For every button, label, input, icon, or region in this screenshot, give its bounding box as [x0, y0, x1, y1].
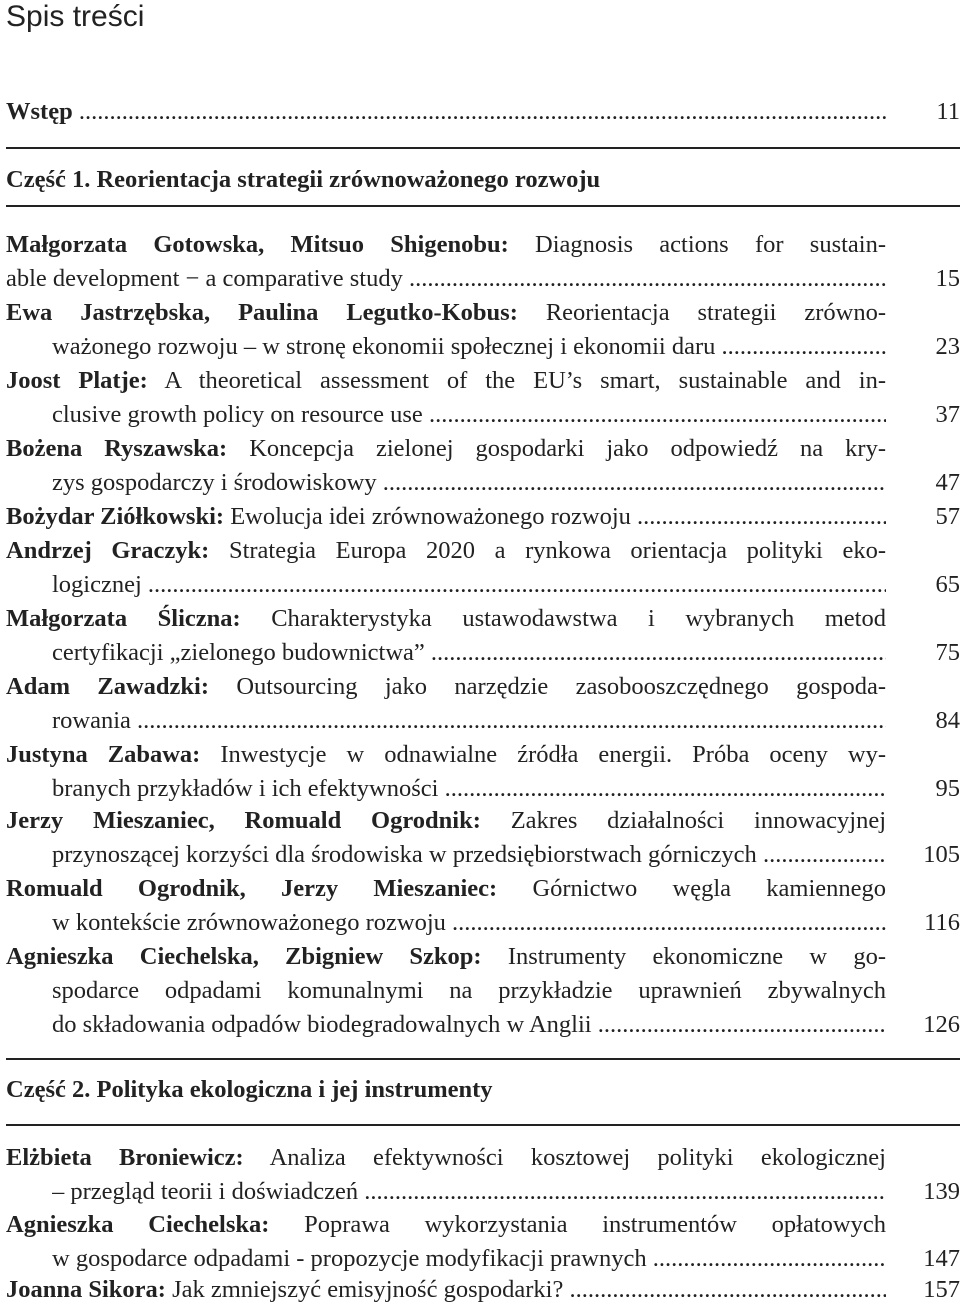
entry-author: Małgorzata Śliczna: — [6, 605, 241, 632]
entry-title: Analiza efektywności kosztowej polityki ekologicznej — [269, 1144, 886, 1171]
entry-title-cont: w kontekście zrównoważonego rozwoju — [52, 909, 446, 936]
page-number: 95 — [935, 775, 960, 802]
page-number: 57 — [935, 503, 960, 530]
entry-title-cont: – przegląd teorii i doświadczeń — [52, 1178, 359, 1205]
part-2-title: Część 2. Polityka ekologiczna i jej instrumenty — [6, 1076, 493, 1103]
toc-entry[interactable] — [6, 670, 960, 738]
page-number: 47 — [935, 469, 960, 496]
page-number: 84 — [935, 707, 960, 734]
toc-entry[interactable] — [6, 1141, 960, 1209]
page-number: 105 — [923, 841, 960, 868]
toc-entry-intro[interactable] — [6, 95, 960, 129]
page-number: 126 — [923, 1011, 960, 1038]
entry-author: Agnieszka Ciechelska, Zbigniew Szkop: — [6, 943, 482, 970]
page-number: 65 — [935, 571, 960, 598]
toc-entry[interactable] — [6, 534, 960, 602]
divider — [6, 205, 960, 207]
entry-title-cont: zys gospodarczy i środowiskowy — [52, 469, 377, 496]
entry-author: Joanna Sikora: — [6, 1276, 166, 1303]
entry-title-cont: rowania — [52, 707, 131, 734]
entry-title-cont: w gospodarce odpadami - propozycje modyfikacji prawnych — [52, 1245, 647, 1272]
entry-author: Bożydar Ziółkowski: — [6, 503, 225, 530]
toc-entry[interactable] — [6, 432, 960, 500]
toc-entry[interactable] — [6, 940, 960, 1042]
entry-title-cont: ważonego rozwoju – w stronę ekonomii społecznej i ekonomii daru — [52, 333, 716, 360]
entry-title: Reorientacja strategii zrówno- — [545, 299, 886, 326]
entry-title: Outsourcing jako narzędzie zasobooszczędnego gospoda- — [236, 673, 886, 700]
entry-title: Górnictwo węgla kamiennego — [532, 875, 886, 902]
entry-title: Ewolucja idei zrównoważonego rozwoju — [230, 503, 631, 530]
entry-author: Elżbieta Broniewicz: — [6, 1144, 244, 1171]
entry-title-cont: able development − a comparative study — [6, 265, 403, 292]
toc-entry[interactable] — [6, 872, 960, 940]
page-number: 23 — [935, 333, 960, 360]
entry-author: Romuald Ogrodnik, Jerzy Mieszaniec: — [6, 875, 498, 902]
intro-label: Wstęp — [6, 98, 73, 125]
entry-title: Instrumenty ekonomiczne w go- — [507, 943, 886, 970]
entry-author: Ewa Jastrzębska, Paulina Legutko-Kobus: — [6, 299, 518, 326]
entry-author: Joost Platje: — [6, 367, 148, 394]
toc-entry[interactable] — [6, 738, 960, 806]
page-number: 147 — [923, 1245, 960, 1272]
entry-title-cont: logicznej — [52, 571, 142, 598]
entry-title: Charakterystyka ustawodawstwa i wybranych metod — [271, 605, 886, 632]
entry-title-cont: clusive growth policy on resource use — [52, 401, 423, 428]
entry-title: Poprawa wykorzystania instrumentów opłatowych — [304, 1211, 886, 1238]
divider — [6, 1124, 960, 1126]
page-number: 11 — [936, 98, 960, 125]
entry-title-cont: spodarce odpadami komunalnymi na przykładzie uprawnień zbywalnych — [52, 977, 886, 1004]
divider — [6, 147, 960, 149]
part-1-title: Część 1. Reorientacja strategii zrównoważonego rozwoju — [6, 166, 601, 193]
entry-title: A theoretical assessment of the EU’s smart, sustainable and in- — [164, 367, 886, 394]
entry-title: Koncepcja zielonej gospodarki jako odpowiedź na kry- — [249, 435, 886, 462]
page-number: 157 — [923, 1276, 960, 1303]
entry-author: Andrzej Graczyk: — [6, 537, 210, 564]
page-number: 116 — [924, 909, 960, 936]
entry-author: Małgorzata Gotowska, Mitsuo Shigenobu: — [6, 231, 509, 258]
toc-entry[interactable] — [6, 804, 960, 872]
entry-author: Agnieszka Ciechelska: — [6, 1211, 270, 1238]
entry-title: Strategia Europa 2020 a rynkowa orientacja polityki eko- — [228, 537, 886, 564]
toc-entry[interactable] — [6, 228, 960, 296]
entry-author: Justyna Zabawa: — [6, 741, 201, 768]
entry-title: Zakres działalności innowacyjnej — [510, 807, 886, 834]
entry-title-cont: przynoszącej korzyści dla środowiska w przedsiębiorstwach górniczych — [52, 841, 757, 868]
entry-title-cont: certyfikacji „zielonego budownictwa” — [52, 639, 425, 666]
page-number: 37 — [935, 401, 960, 428]
page-number: 139 — [923, 1178, 960, 1205]
entry-author: Bożena Ryszawska: — [6, 435, 228, 462]
divider — [6, 1058, 960, 1060]
entry-title-cont: branych przykładów i ich efektywności — [52, 775, 439, 802]
toc-entry[interactable] — [6, 500, 960, 534]
entry-title: Diagnosis actions for sustain- — [535, 231, 886, 258]
entry-title: Jak zmniejszyć emisyjność gospodarki? — [172, 1276, 564, 1303]
entry-title: Inwestycje w odnawialne źródła energii. Próba oceny wy- — [220, 741, 886, 768]
toc-entry[interactable] — [6, 296, 960, 364]
toc-entry[interactable] — [6, 602, 960, 670]
toc-entry[interactable] — [6, 364, 960, 432]
page-title: Spis treści — [6, 0, 145, 33]
toc-entry[interactable] — [6, 1208, 960, 1276]
entry-title-cont: do składowania odpadów biodegradowalnych w Anglii — [52, 1011, 592, 1038]
page-number: 75 — [935, 639, 960, 666]
entry-author: Jerzy Mieszaniec, Romuald Ogrodnik: — [6, 807, 481, 834]
toc-entry[interactable] — [6, 1273, 960, 1307]
page-number: 15 — [935, 265, 960, 292]
entry-author: Adam Zawadzki: — [6, 673, 209, 700]
